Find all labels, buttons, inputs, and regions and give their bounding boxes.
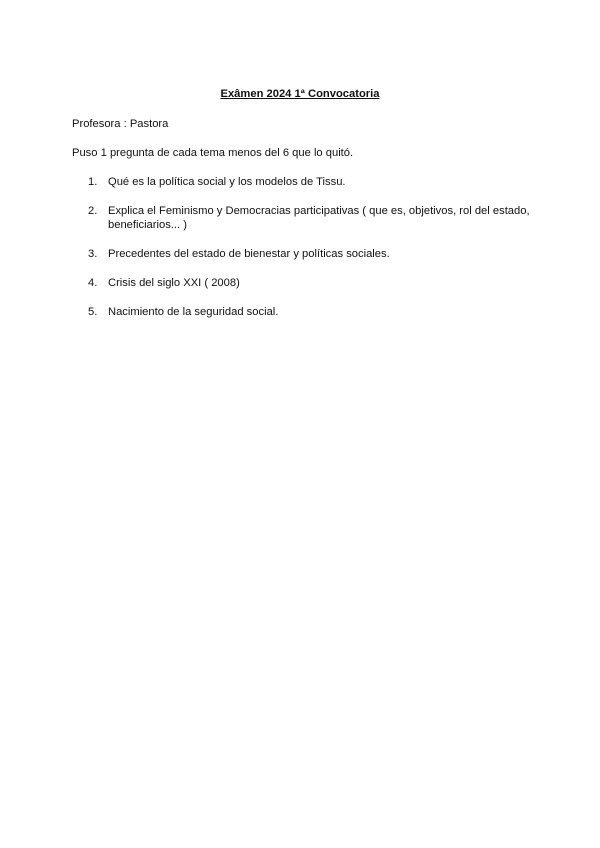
question-list [72,175,542,334]
question-item [72,247,542,261]
question-text: Crisis del siglo XXI ( 2008) [108,277,240,289]
question-number: 2. [88,205,98,217]
question-text: Nacimiento de la seguridad social. [108,306,279,318]
question-item [72,175,542,189]
question-number: 4. [88,277,98,289]
question-item [72,305,542,319]
question-number: 5. [88,306,98,318]
question-item [72,204,542,232]
question-text: Qué es la política social y los modelos de Tissu. [108,176,346,188]
question-number: 1. [88,176,98,188]
teacher-line: Profesora : Pastora [72,118,169,130]
intro-line: Puso 1 pregunta de cada tema menos del 6 que lo quitó. [72,147,354,159]
question-text: Explica el Feminismo y Democracias participativas ( que es, objetivos, rol del estado, beneficiarios... ) [108,205,530,231]
question-text: Precedentes del estado de bienestar y políticas sociales. [108,248,390,260]
question-item [72,276,542,290]
question-number: 3. [88,248,98,260]
document-title: Exâmen 2024 1ª Convocatoria [220,88,380,100]
